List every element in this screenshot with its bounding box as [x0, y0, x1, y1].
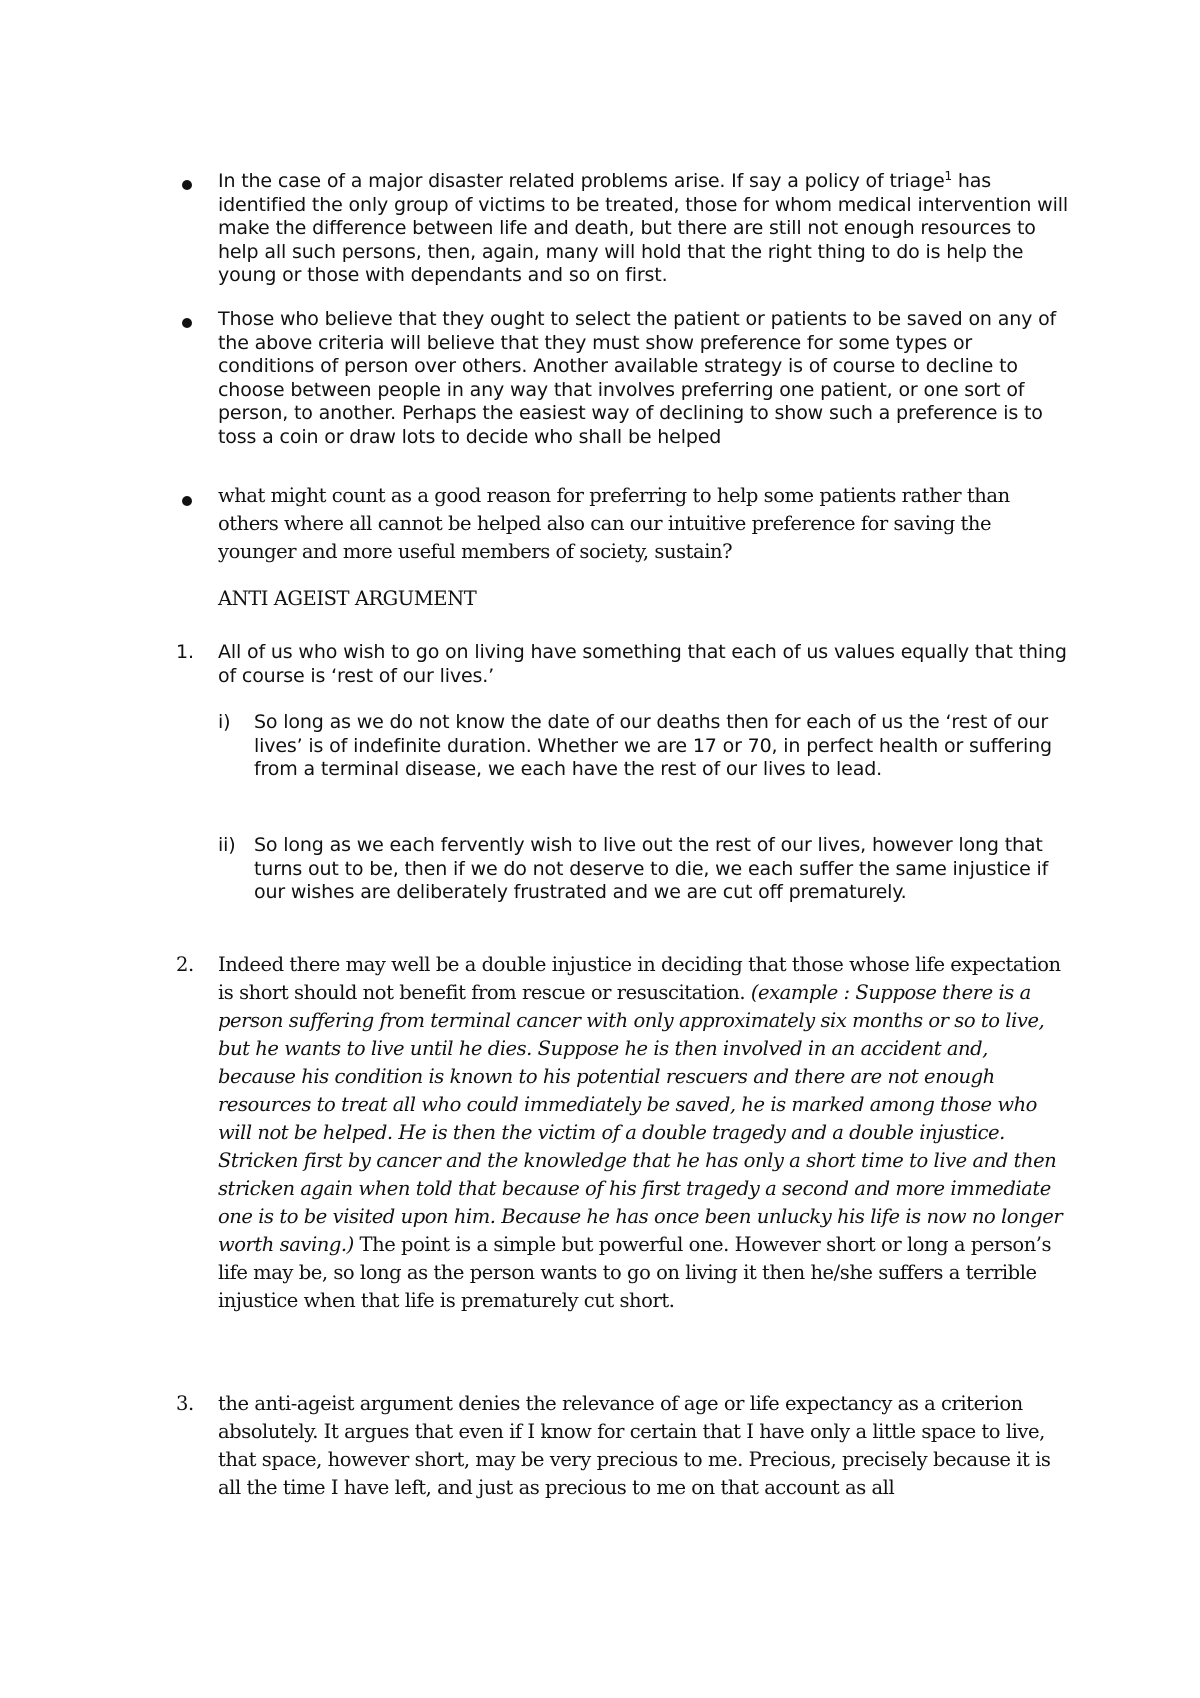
item-text: Indeed there may well be a double injustice in deciding that those whose life expectation is short should not benefit from rescue or resuscitation.	[218, 953, 1061, 1004]
bullet-text-cont: has identified the only group of victims to be treated, those for whom medical intervention will make the difference between life and death, but there are still not enough resources to help all such persons, then, again, many will hold that the right thing to do is help the young or those with dependants and so on first.	[218, 170, 1068, 286]
section-heading: ANTI AGEIST ARGUMENT	[218, 587, 477, 610]
bullet-marker	[182, 496, 192, 506]
list-number: 2.	[176, 953, 194, 976]
footnote-marker[interactable]: 1	[944, 169, 952, 183]
sublist-number: ii)	[218, 834, 236, 856]
sublist-item-i: So long as we do not know the date of our deaths then for each of us the ‘rest of our lives’ is of indefinite duration. Whether we are 17 or 70, in perfect health or suffering from a terminal disease, we each have the rest of our lives to lead.	[254, 711, 1052, 780]
bullet-paragraph-triage	[218, 170, 1068, 288]
bullet-paragraph-preference: Those who believe that they ought to select the patient or patients to be saved on any of the above criteria will believe that they must show preference for some types or conditions of person over others. Another available strategy is of course to decline to choose between people in any way that involves preferring one patient, or one sort of person, to another. Perhaps the easiest way of declining to show such a preference is to toss a coin or draw lots to decide who shall be helped	[218, 308, 1057, 448]
list-item-2	[218, 951, 1068, 1315]
list-item-1: All of us who wish to go on living have something that each of us values equally that thing of course is ‘rest of our lives.’	[218, 641, 1067, 687]
bullet-marker	[182, 318, 192, 328]
list-item-3: the anti-ageist argument denies the relevance of age or life expectancy as a criterion absolutely. It argues that even if I know for certain that I have only a little space to live, that space, however short, may be very precious to me. Precious, precisely because it is all the time I have left, and just as precious to me on that account as all	[218, 1392, 1051, 1499]
bullet-paragraph-question: what might count as a good reason for preferring to help some patients rather than others where all cannot be helped also can our intuitive preference for saving the younger and more useful members of society, sustain?	[218, 484, 1010, 563]
item-text-cont: The point is a simple but powerful one. However short or long a person’s life may be, so long as the person wants to go on living it then he/she suffers a terrible injustice when that life is prematurely cut short.	[218, 1233, 1052, 1312]
list-number: 3.	[176, 1392, 194, 1415]
sublist-item-ii: So long as we each fervently wish to live out the rest of our lives, however long that turns out to be, then if we do not deserve to die, we each suffer the same injustice if our wishes are deliberately frustrated and we are cut off prematurely.	[254, 834, 1049, 903]
bullet-marker	[182, 180, 192, 190]
example-italic-text: (example : Suppose there is a person suffering from terminal cancer with only approximately six months or so to live, but he wants to live until he dies. Suppose he is then involved in an accident and, because his condition is known to his potential rescuers and there are not enough resources to treat all who could immediately be saved, he is marked among those who will not be helped. He is then the victim of a double tragedy and a double injustice. Stricken first by cancer and the knowledge that he has only a short time to live and then stricken again when told that because of his first tragedy a second and more immediate one is to be visited upon him. Because he has once been unlucky his life is now no longer worth saving.)	[218, 981, 1063, 1256]
list-number: 1.	[176, 641, 194, 663]
sublist-number: i)	[218, 711, 231, 733]
bullet-text: In the case of a major disaster related problems arise. If say a policy of triage	[218, 170, 945, 192]
